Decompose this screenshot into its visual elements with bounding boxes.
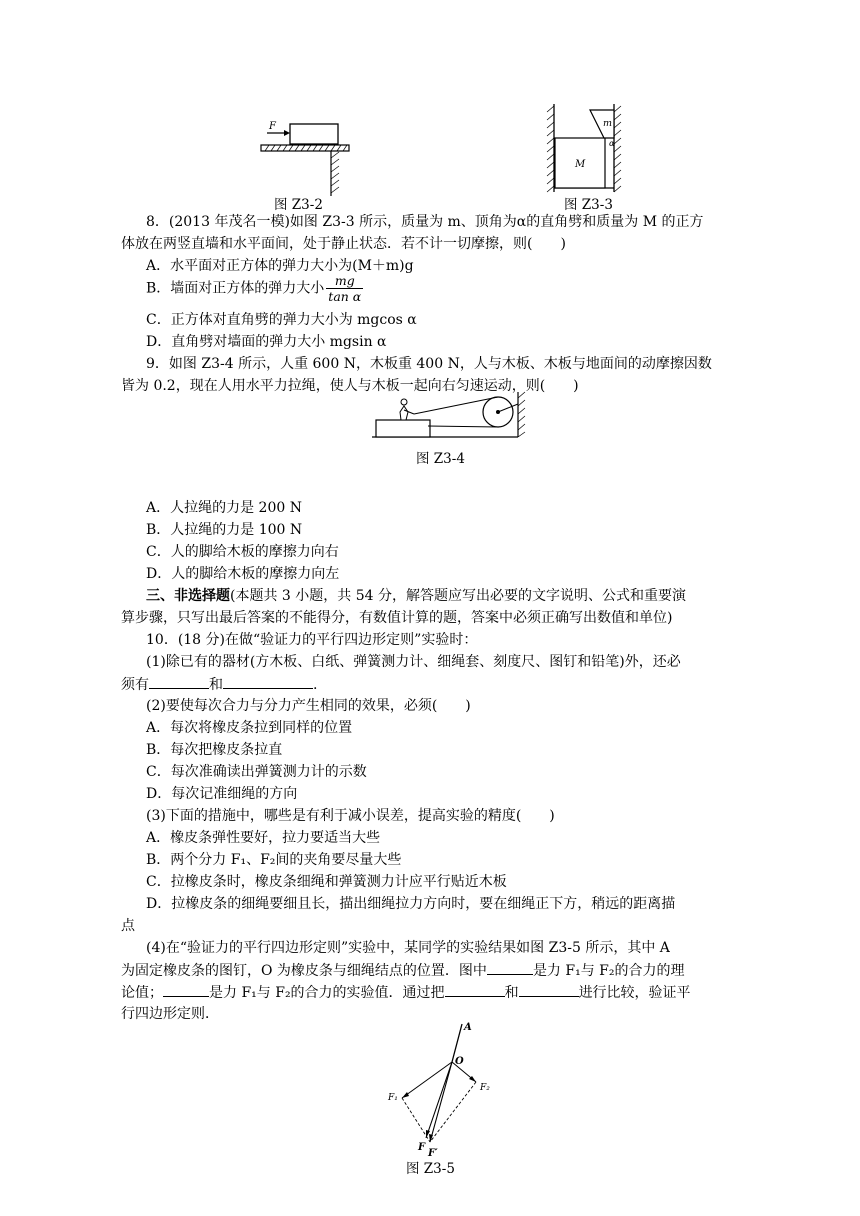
q10-p4-line1: (4)在“验证力的平行四边形定则”实验中，某同学的实验结果如图 Z3-5 所示，其中 A bbox=[146, 940, 670, 956]
svg-text:F₁: F₁ bbox=[388, 1093, 398, 1103]
q10-p4-line4: 行四边形定则． bbox=[121, 1006, 219, 1022]
q8-option-c: C．正方体对直角劈的弹力大小为 mgcos α bbox=[146, 312, 417, 328]
figure-caption: 图 Z3-5 bbox=[406, 1161, 455, 1177]
q8-line2: 体放在两竖直墙和水平面间，处于静止状态．若不计一切摩擦，则( ) bbox=[121, 236, 566, 252]
q9-line2: 皆为 0.2，现在人用水平力拉绳，使人与木板一起向右匀速运动，则( ) bbox=[121, 378, 579, 394]
figure-z3-3 bbox=[540, 100, 630, 196]
figure-z3-5 bbox=[380, 1018, 500, 1158]
q10-p3-option-b: B．两个分力 F₁、F₂间的夹角要尽量大些 bbox=[146, 852, 402, 868]
svg-text:O: O bbox=[455, 1056, 464, 1067]
q10-p2-option-b: B．每次把橡皮条拉直 bbox=[146, 742, 283, 758]
q8-line1: 8．(2013 年茂名一模)如图 Z3-3 所示，质量为 m、顶角为α的直角劈和质量为 M 的正方 bbox=[146, 214, 704, 230]
person bbox=[400, 399, 414, 420]
q8-option-a: A．水平面对正方体的弹力大小为(M＋m)g bbox=[146, 258, 414, 274]
answer-blank[interactable] bbox=[163, 982, 209, 997]
svg-text:A: A bbox=[464, 1022, 472, 1033]
q10-p2-option-d: D．每次记准细绳的方向 bbox=[146, 786, 298, 802]
figure-z3-4 bbox=[370, 390, 530, 440]
q10-p2: (2)要使每次合力与分力产生相同的效果，必须( ) bbox=[146, 698, 471, 714]
answer-blank[interactable] bbox=[487, 960, 533, 975]
q10-p2-option-a: A．每次将橡皮条拉到同样的位置 bbox=[146, 720, 353, 736]
q10-p3-option-c: C．拉橡皮条时，橡皮条细绳和弹簧测力计应平行贴近木板 bbox=[146, 874, 507, 890]
svg-text:F₂: F₂ bbox=[480, 1083, 490, 1093]
block bbox=[290, 124, 338, 144]
section-heading: 三、非选择题(本题共 3 小题，共 54 分，解答题应写出必要的文字说明、公式和重要演 bbox=[146, 588, 686, 604]
figure-z3-2 bbox=[255, 118, 355, 198]
answer-blank[interactable] bbox=[223, 674, 313, 689]
q10-p3-option-a: A．橡皮条弹性要好，拉力要适当大些 bbox=[146, 830, 381, 846]
q9-option-c: C．人的脚给木板的摩擦力向右 bbox=[146, 544, 339, 560]
q10-p1-line1: (1)除已有的器材(方木板、白纸、弹簧测力计、细绳套、刻度尺、图钉和铅笔)外，还必 bbox=[146, 654, 681, 670]
q9-line1: 9．如图 Z3-4 所示，人重 600 N，木板重 400 N，人与木板、木板与地面间的动摩擦因数 bbox=[146, 356, 712, 372]
force-label: F bbox=[269, 121, 276, 132]
fraction: $\frac{mg}{\text{tan α}}$ bbox=[328, 273, 362, 304]
svg-text:α: α bbox=[609, 139, 615, 149]
svg-text:M: M bbox=[575, 159, 586, 170]
figure-caption: 图 Z3-3 bbox=[564, 197, 613, 213]
board bbox=[376, 420, 430, 437]
section-line2: 算步骤，只写出最后答案的不能得分，有数值计算的题，答案中必须正确写出数值和单位) bbox=[121, 610, 673, 626]
figure-caption: 图 Z3-4 bbox=[416, 451, 465, 467]
q9-option-b: B．人拉绳的力是 100 N bbox=[146, 522, 303, 538]
q9-option-a: A．人拉绳的力是 200 N bbox=[146, 500, 302, 516]
figure-caption: 图 Z3-2 bbox=[274, 197, 323, 213]
q10-p4-line3: 论值； 是力 F₁与 F₂的合力的实验值．通过把 和 进行比较，验证平 bbox=[121, 982, 691, 1003]
svg-text:F: F bbox=[418, 1142, 426, 1153]
q8-option-b: B．墙面对正方体的弹力大小 $\frac{mg}{\text{tan α}}$ bbox=[146, 273, 362, 304]
q10-intro: 10．(18 分)在做“验证力的平行四边形定则”实验时： bbox=[146, 632, 478, 648]
q8-option-d: D．直角劈对墙面的弹力大小 mgsin α bbox=[146, 334, 387, 350]
q9-option-d: D．人的脚给木板的摩擦力向左 bbox=[146, 566, 340, 582]
answer-blank[interactable] bbox=[519, 982, 579, 997]
q10-p2-option-c: C．每次准确读出弹簧测力计的示数 bbox=[146, 764, 367, 780]
q10-p3-option-d-line1: D．拉橡皮条的细绳要细且长，描出细绳拉力方向时，要在细绳正下方，稍远的距离描 bbox=[146, 896, 676, 912]
svg-text:m: m bbox=[603, 118, 613, 129]
svg-text:F′: F′ bbox=[428, 1148, 438, 1158]
q10-p3: (3)下面的措施中，哪些是有利于减小误差，提高实验的精度( ) bbox=[146, 808, 555, 824]
q10-p1-line2: 须有 和 . bbox=[121, 674, 317, 695]
q10-p4-line2: 为固定橡皮条的图钉，O 为橡皮条与细绳结点的位置．图中 是力 F₁与 F₂的合力的理 bbox=[121, 960, 685, 981]
q10-p3-option-d-line2: 点 bbox=[121, 918, 135, 934]
answer-blank[interactable] bbox=[445, 982, 505, 997]
answer-blank[interactable] bbox=[149, 674, 209, 689]
